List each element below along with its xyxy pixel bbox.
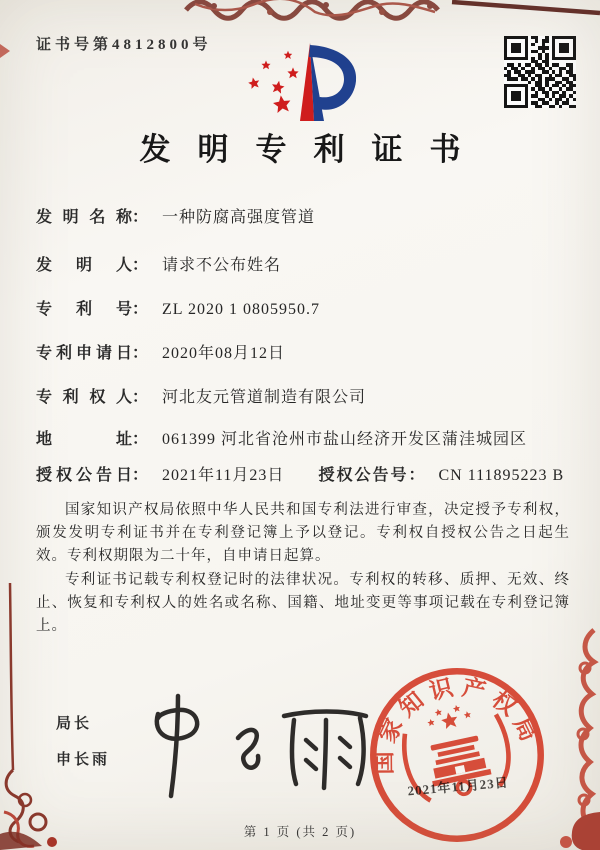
field-colon: ： xyxy=(408,467,425,484)
field-value: 2020年08月12日 xyxy=(162,345,286,362)
field-label: 地址 xyxy=(36,431,132,448)
field-filing-date xyxy=(36,340,576,363)
field-address xyxy=(36,426,576,449)
field-inventor xyxy=(36,252,576,275)
field-label: 发明人 xyxy=(36,257,132,274)
certificate-title xyxy=(0,124,600,169)
field-value: 一种防腐高强度管道 xyxy=(162,209,316,226)
field-grant-row xyxy=(36,462,576,485)
cnipa-logo-icon xyxy=(232,33,372,123)
right-border-ornament xyxy=(560,630,600,850)
left-edge-mark xyxy=(0,44,10,58)
field-colon: ： xyxy=(132,257,149,274)
field-label: 发明名称 xyxy=(36,209,132,226)
certificate-body xyxy=(36,499,570,638)
field-value: CN 111895223 B xyxy=(438,467,565,484)
field-patentee xyxy=(36,384,576,407)
field-label: 授权公告号 xyxy=(318,467,409,484)
field-label: 专利号 xyxy=(36,301,132,318)
logo-stars xyxy=(247,51,298,114)
certificate-number: 证书号第4812800号 xyxy=(36,37,212,53)
field-colon: ： xyxy=(132,467,149,484)
commissioner-name: 申长雨 xyxy=(56,752,111,768)
body-paragraph-2: 专利证书记载专利权登记时的法律状况。专利权的转移、质押、无效、终止、恢复和专利权人的姓名或名称、国籍、地址变更等事项记载在专利登记簿上。 xyxy=(36,571,570,634)
top-right-border-line xyxy=(452,2,600,13)
commissioner-title: 局长 xyxy=(56,716,93,732)
certificate-title-text: 发明专利证书 xyxy=(139,132,488,167)
seal-org-text: 国家知识产权局 xyxy=(371,674,542,775)
field-colon: ： xyxy=(132,389,149,406)
top-border-ornament xyxy=(186,0,438,18)
seal-date: 2021年11月23日 xyxy=(406,774,510,799)
field-patent-number xyxy=(36,296,576,319)
field-invention-name xyxy=(36,204,576,227)
field-value: 061399 河北省沧州市盐山经济开发区蒲洼城园区 xyxy=(162,431,528,448)
official-seal xyxy=(347,645,568,850)
field-value: 2021年11月23日 xyxy=(162,467,285,484)
field-label: 专利权人 xyxy=(36,389,132,406)
field-grant-number xyxy=(318,467,564,484)
signature-handwriting xyxy=(118,688,388,803)
body-paragraph-1: 国家知识产权局依照中华人民共和国专利法进行审查，决定授予专利权，颁发发明专利证书并在专利登记簿上予以登记。专利权自授权公告之日起生效。专利权期限为二十年，自申请日起算。 xyxy=(36,502,570,565)
field-value: ZL 2020 1 0805950.7 xyxy=(162,301,320,318)
field-label: 专利申请日 xyxy=(36,345,132,362)
field-value: 河北友元管道制造有限公司 xyxy=(162,389,367,406)
field-colon: ： xyxy=(132,345,149,362)
field-colon: ： xyxy=(132,209,149,226)
field-value: 请求不公布姓名 xyxy=(162,257,282,274)
field-label: 授权公告日 xyxy=(36,467,132,484)
field-colon: ： xyxy=(132,301,149,318)
page-footer: 第 1 页 (共 2 页) xyxy=(243,825,357,839)
qr-code xyxy=(504,36,576,108)
field-colon: ： xyxy=(132,431,149,448)
